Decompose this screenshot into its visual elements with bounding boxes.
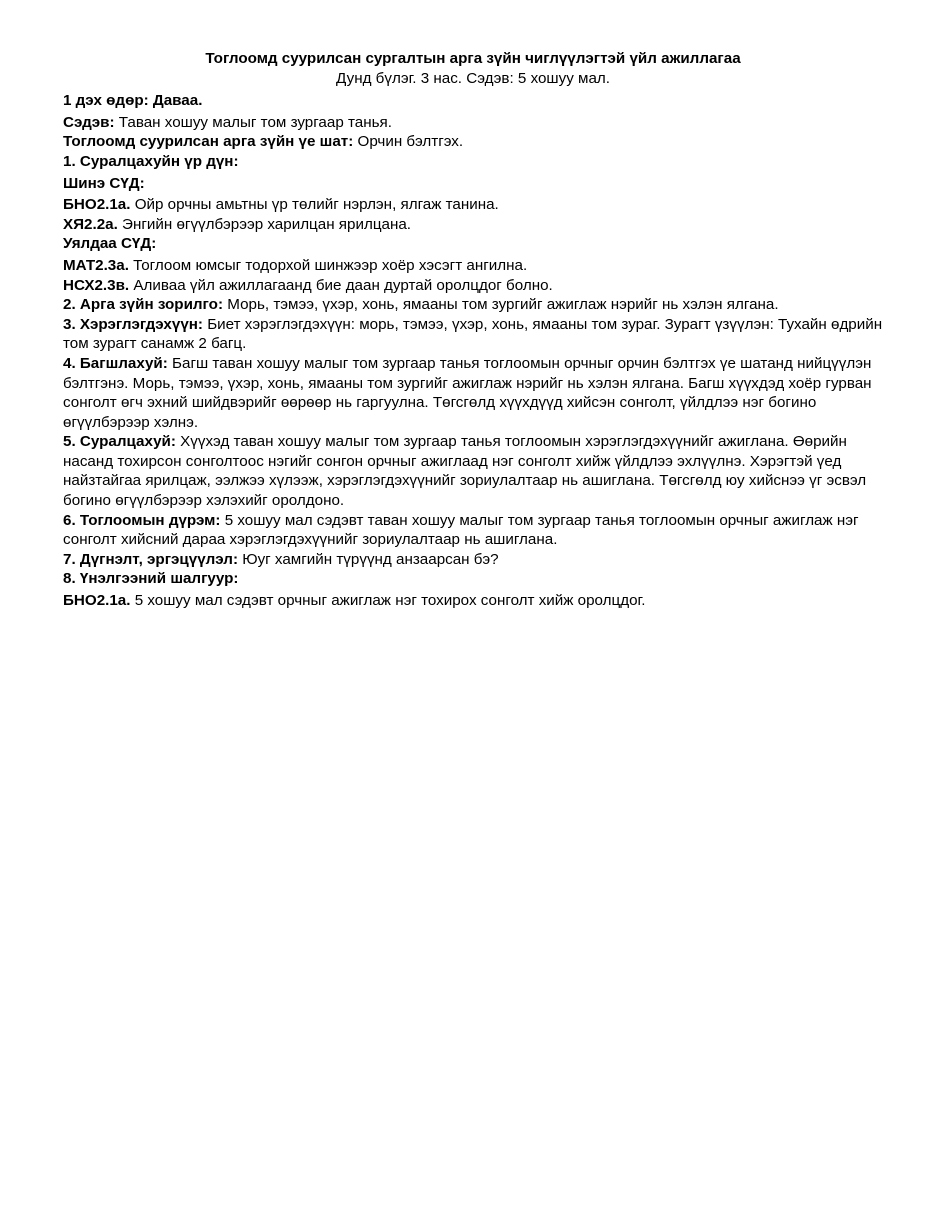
day-heading: 1 дэх өдөр: Даваа.: [63, 92, 203, 110]
section-label: 3. Хэрэглэгдэхүүн:: [63, 315, 203, 333]
section-goal: [63, 295, 883, 315]
outcome-text: Энгийн өгүүлбэрээр харилцан ярилцана.: [117, 215, 412, 233]
section-text: Юуг хамгийн түрүүнд анзаарсан бэ?: [238, 550, 499, 568]
outcome-code: МАТ2.3а.: [63, 256, 129, 274]
section-text: Биет хэрэглэгдэхүүн: морь, тэмээ, үхэр, хонь, ямааны том зураг. Зурагт үзүүлэн: Тухайн өдрийн том зурагт санамж 2 багц.: [63, 315, 883, 353]
stage-text: Орчин бэлтгэх.: [353, 133, 464, 151]
stage-line: [63, 132, 883, 152]
assessment-heading: 8. Үнэлгээний шалгуур:: [63, 570, 239, 588]
section-text: 5 хошуу мал сэдэвт таван хошуу малыг том зургаар танья тоглоомын орчныг ажиглаж нэг сонголт хийсний дараа хэрэглэгдэхүүнийг зориулалтаар нь ашиглана.: [63, 511, 859, 549]
document-content: [63, 49, 883, 611]
section-label: 7. Дүгнэлт, эргэцүүлэл:: [63, 550, 239, 568]
stage-label: Тоглоомд суурилсан арга зүйн үе шат:: [63, 133, 354, 151]
topic-line: [63, 113, 883, 133]
assessment-code: БНО2.1а.: [63, 592, 131, 610]
outcome-code: ХЯ2.2а.: [63, 215, 118, 233]
section-label: 4. Багшлахуй:: [63, 354, 168, 372]
assessment-item: [63, 591, 883, 611]
section-materials: [63, 315, 883, 354]
outcomes-heading: 1. Суралцахуйн үр дүн:: [63, 152, 239, 170]
new-outcomes-heading: Шинэ СҮД:: [63, 174, 145, 192]
document-subtitle: Дунд бүлэг. 3 нас. Сэдэв: 5 хошуу мал.: [335, 69, 610, 87]
new-outcome-item: [63, 195, 883, 215]
section-label: 6. Тоглоомын дүрэм:: [63, 511, 221, 529]
section-game-rules: [63, 511, 883, 550]
section-text: Хүүхэд таван хошуу малыг том зургаар танья тоглоомын хэрэглэгдэхүүнийг ажиглана. Өөрийн насанд тохирсон сонголтоос нэгийг сонгон орчныг ажиглаад нэг сонголт хийж үйлдлээ эхлүүлнэ. Хэрэгтэй үед найзтайгаа ярилцаж, ээлжээ хүлээж, хэрэглэгдэхүүнийг зориулалтаар нь ашиглана. Төгсгөлд юу хийснээ үг эсвэл богино өгүүлбэрээр хэлэхийг оролдоно.: [63, 433, 867, 510]
section-label: 5. Суралцахуй:: [63, 433, 176, 451]
section-reflection: [63, 550, 883, 570]
outcome-text: Тоглоом юмсыг тодорхой шинжээр хоёр хэсэгт ангилна.: [128, 256, 528, 274]
outcome-code: БНО2.1а.: [63, 196, 131, 214]
linked-outcomes-heading: Уялдаа СҮД:: [63, 235, 157, 253]
linked-outcome-item: [63, 276, 883, 296]
assessment-text: 5 хошуу мал сэдэвт орчныг ажиглаж нэг тохирох сонголт хийж оролцдог.: [130, 592, 646, 610]
section-label: 2. Арга зүйн зорилго:: [63, 296, 224, 314]
outcome-text: Аливаа үйл ажиллагаанд бие даан дуртай оролцдог болно.: [129, 276, 553, 294]
outcome-code: НСХ2.3в.: [63, 276, 130, 294]
linked-outcome-item: [63, 256, 883, 276]
section-learning: [63, 432, 883, 510]
topic-label: Сэдэв:: [63, 113, 115, 131]
section-text: Морь, тэмээ, үхэр, хонь, ямааны том зургийг ажиглаж нэрийг нь хэлэн ялгана.: [223, 296, 779, 314]
topic-text: Таван хошуу малыг том зургаар танья.: [114, 113, 392, 131]
outcome-text: Ойр орчны амьтны үр төлийг нэрлэн, ялгаж танина.: [130, 196, 499, 214]
section-teaching: [63, 354, 883, 432]
new-outcome-item: [63, 215, 883, 235]
document-title: Тоглоомд суурилсан сургалтын арга зүйн чиглүүлэгтэй үйл ажиллагаа: [205, 50, 741, 67]
section-text: Багш таван хошуу малыг том зургаар танья тоглоомын орчныг орчин бэлтгэх үе шатанд нийцүүлэн бэлтгэнэ. Морь, тэмээ, үхэр, хонь, ямааны том зургийг ажиглаж нэрийг нь хэлэн ялгана. Багш хүүхдэд хоёр гурван сонголт өгч эхний шийдвэрийг өөрөөр нь гаргуулна. Төгсгөлд хүүхдүүд хийсэн сонголт, үйлдлээ нэг богино өгүүлбэрээр хэлнэ.: [63, 354, 872, 431]
